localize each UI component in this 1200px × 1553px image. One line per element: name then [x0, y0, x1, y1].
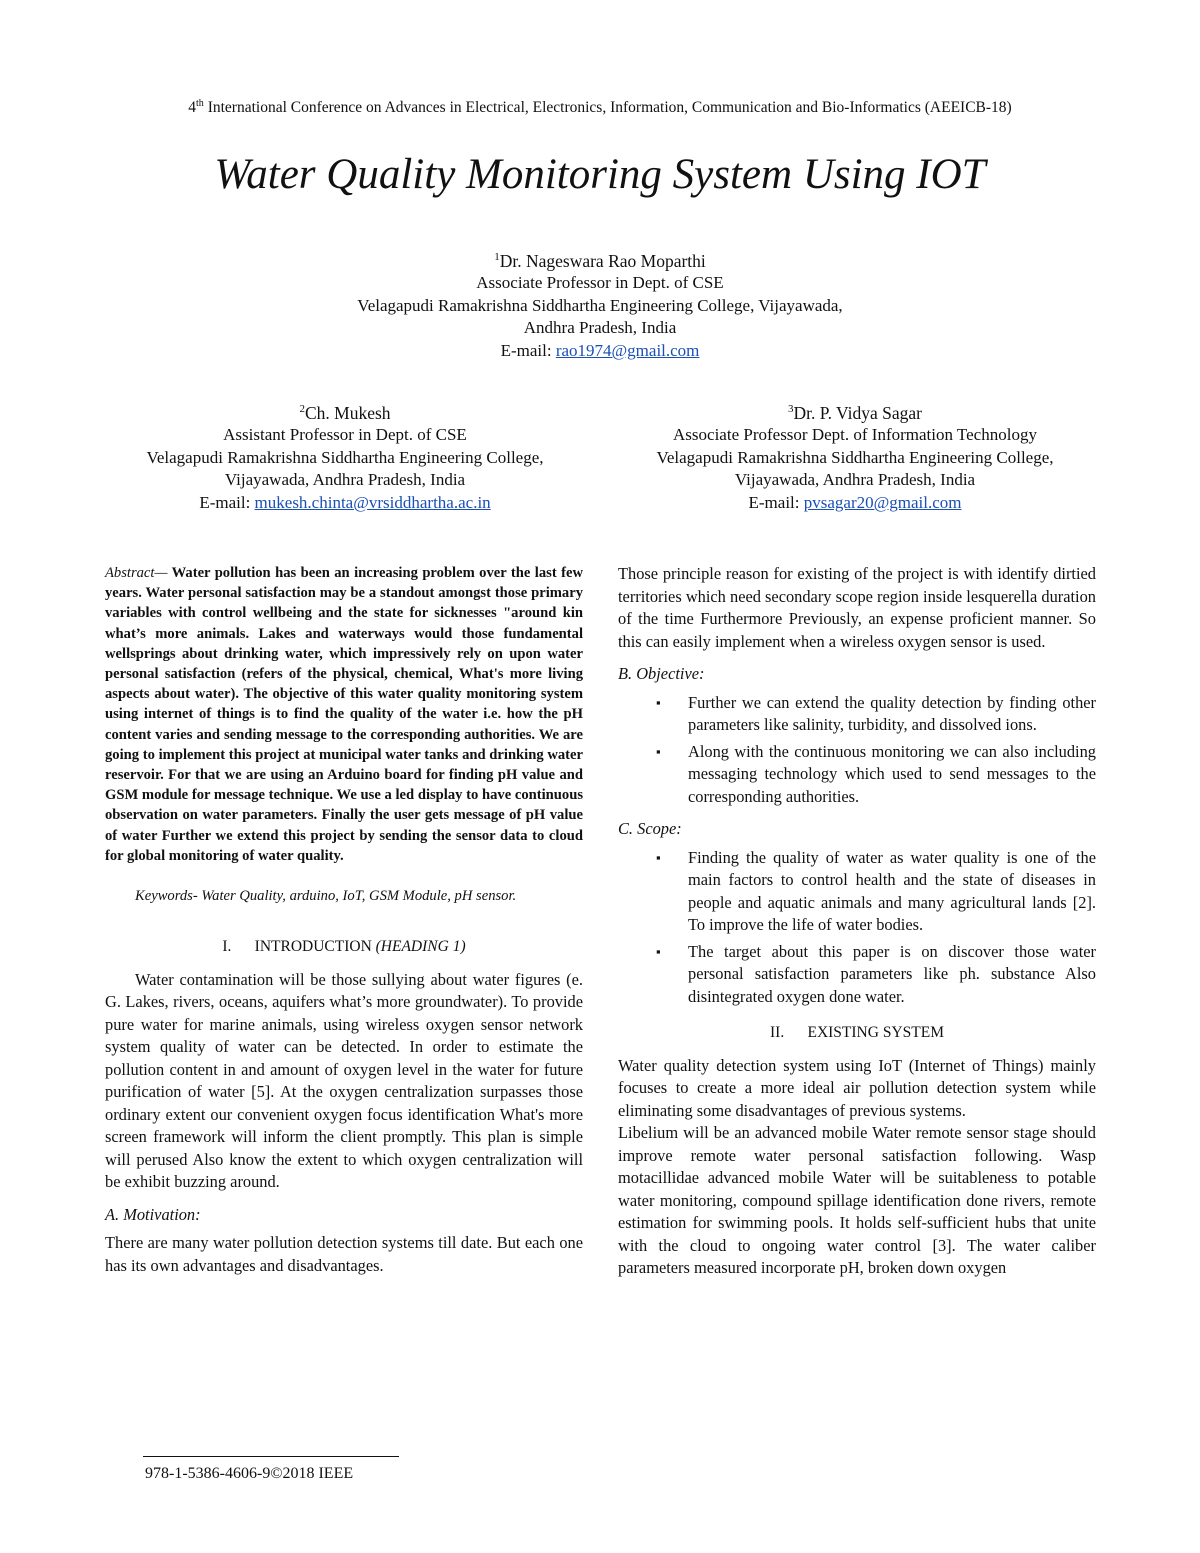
author-name: [100, 398, 590, 424]
footer-rule: [143, 1456, 399, 1457]
author-name-text: Dr. P. Vidya Sagar: [793, 402, 922, 423]
email-label: E-mail:: [500, 340, 556, 360]
conference-ordinal-suffix: th: [196, 98, 204, 109]
author-role: Assistant Professor in Dept. of CSE: [223, 425, 467, 445]
author-affiliation: Velagapudi Ramakrishna Siddhartha Engineering College, Vijayawada,: [357, 295, 843, 315]
author-location: Vijayawada, Andhra Pradesh, India: [224, 470, 466, 490]
author-location: Andhra Pradesh, India: [523, 318, 677, 338]
author-email-line: [100, 492, 590, 515]
section-title-rest-2: YSTEM: [891, 1024, 944, 1041]
author-location: Vijayawada, Andhra Pradesh, India: [734, 470, 976, 490]
author-index: 1: [494, 251, 500, 263]
author-name-text: Ch. Mukesh: [304, 402, 391, 423]
subheading-motivation: A. Motivation:: [105, 1204, 201, 1224]
existing-system-paragraph-1: Water quality detection system using IoT (Internet of Things) mainly focuses to create a more ideal air pollution detection system while eliminating some disadvantages of previous systems.: [618, 1055, 1096, 1120]
author-role: Associate Professor Dept. of Information Technology: [673, 425, 1037, 445]
right-column: [618, 563, 1096, 1280]
author-affiliation: Velagapudi Ramakrishna Siddhartha Engineering College,: [656, 447, 1054, 467]
abstract-dash: —: [154, 565, 168, 581]
list-item: ▪ The target about this paper is on discover those water personal satisfaction parameters like ph. substance Also disintegrated oxygen done water.: [688, 941, 1096, 1009]
subheading-objective: B. Objective:: [618, 664, 705, 683]
author-block-3: [610, 398, 1100, 514]
subheading-scope: C. Scope:: [618, 819, 682, 838]
author-name: [300, 246, 900, 272]
section-title-rest: NTRODUCTION: [259, 938, 372, 956]
author-email-line: [610, 492, 1100, 515]
list-item: ▪ Finding the quality of water as water quality is one of the main factors to control health and the state of diseases in people and aquatic animals and many agricultural lands [2]. To improve the life of water bodies.: [688, 847, 1096, 937]
author-index: 2: [299, 403, 305, 415]
section-number: I.: [222, 938, 232, 956]
section-heading-introduction: [105, 936, 583, 959]
author-index: 3: [788, 403, 794, 415]
section-title-suffix: (H: [371, 938, 392, 956]
author-affiliation: Velagapudi Ramakrishna Siddhartha Engineering College,: [146, 447, 544, 467]
conference-ordinal: 4: [188, 99, 197, 117]
section-title-initial-2: S: [882, 1024, 892, 1041]
email-label: E-mail:: [199, 492, 255, 512]
keywords: Keywords- Water Quality, arduino, IoT, GSM Module, pH sensor.: [135, 888, 517, 905]
author-block-2: [100, 398, 590, 514]
section-heading-existing-system: [618, 1022, 1096, 1045]
section-title-rest: XISTING: [816, 1024, 883, 1041]
author-name: [610, 398, 1100, 424]
abstract: [105, 563, 583, 866]
author-role: Associate Professor in Dept. of CSE: [476, 273, 724, 293]
author-email-link[interactable]: pvsagar20@gmail.com: [803, 492, 962, 512]
paper-title: Water Quality Monitoring System Using IOT: [214, 151, 986, 198]
introduction-paragraph: Water contamination will be those sullying about water figures (e. G. Lakes, rivers, oceans, aquifers what’s more groundwater). To provide pure water for marine animals, using wireless oxygen sensor network system quality of water can be detected. In order to estimate the pollution content in and amount of oxygen level in the water for future purification of water [5]. At the oxygen centralization surpasses those ordinary extent our convenient oxygen focus identification What's more screen framework will inform the client promptly. This plan is simple will perused Also know the extent to which oxygen centralization will be exhibit buzzing around.: [105, 969, 583, 1192]
section-title-initial: I: [254, 938, 260, 956]
author-email-line: [300, 340, 900, 363]
author-email-link[interactable]: mukesh.chinta@vrsiddhartha.ac.in: [254, 492, 491, 512]
section-title-initial: E: [807, 1024, 817, 1041]
author-block-1: [300, 246, 900, 362]
conference-header: [0, 98, 1200, 117]
author-email-link[interactable]: rao1974@gmail.com: [555, 340, 700, 360]
motivation-paragraph: There are many water pollution detection systems till date. But each one has its own advantages and disadvantages.: [105, 1233, 583, 1275]
left-column: [105, 563, 583, 1277]
scope-list: [618, 847, 1096, 1009]
list-item: ▪ Along with the continuous monitoring we can also including messaging technology which used to send messages to the corresponding authorities.: [688, 741, 1096, 809]
footer-copyright: 978-1-5386-4606-9©2018 IEEE: [145, 1465, 354, 1482]
list-item: ▪ Further we can extend the quality detection by finding other parameters like salinity, turbidity, and dissolved ions.: [688, 692, 1096, 737]
email-label: E-mail:: [748, 492, 804, 512]
abstract-text: Water pollution has been an increasing problem over the last few years. Water personal satisfaction may be a standout amongst those primary variables with control wellbeing and the state for sicknesses "around kin what’s more animals. Lakes and waterways would those fundamental wellsprings about drinking water, which impressively rely on upon water personal satisfaction (refers of the physical, chemical, What's more living aspects about water). The objective of this water quality monitoring system using internet of things is to find the quality of the water i.e. how the pH content varies and sending message to the corresponding authorities. We are going to implement this project at municipal water tanks and drinking water reservoir. For that we are using an Arduino board for finding pH value and GSM module for message technique. We use a led display to have continuous observation on water parameters. Finally the user gets message of pH value of water Further we extend this project by sending the sensor data to cloud for global monitoring of water quality.: [105, 565, 583, 864]
abstract-label: Abstract: [105, 565, 155, 581]
section-title-suffix-sc: EADING 1): [392, 938, 466, 956]
motivation-paragraph-continued: Those principle reason for existing of the project is with identify dirtied territories which need secondary scope region inside lesquerella duration of the time Furthermore Previously, an expense proficient manner. So this can easily implement when a wireless oxygen sensor is used.: [618, 564, 1096, 651]
section-number: II.: [770, 1024, 785, 1041]
objective-list: [618, 692, 1096, 809]
conference-name: International Conference on Advances in Electrical, Electronics, Information, Communication and Bio-Informatics (AEEICB-18): [203, 99, 1012, 117]
author-name-text: Dr. Nageswara Rao Moparthi: [499, 250, 706, 271]
existing-system-paragraph-2: Libelium will be an advanced mobile Water remote sensor stage should improve remote water personal satisfaction following. Wasp motacillidae advanced mobile Water will be suitableness to potable water monitoring, compound spillage identification done rivers, remote estimation for swimming pools. It holds self-sufficient hubs that unite with the cloud to ongoing water control [3]. The water caliber parameters measured incorporate pH, broken down oxygen: [618, 1123, 1096, 1277]
